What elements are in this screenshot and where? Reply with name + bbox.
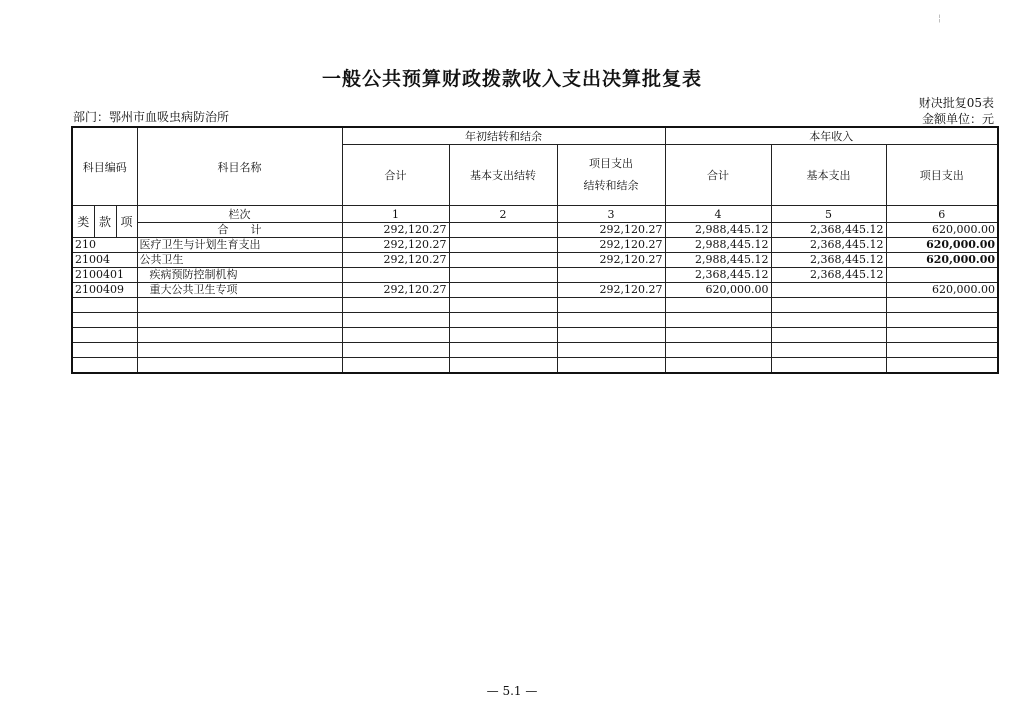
row-code: 210 <box>72 238 137 253</box>
cell-c3 <box>557 268 665 283</box>
empty-row <box>72 298 998 313</box>
cell-c6: 620,000.00 <box>886 238 998 253</box>
form-info <box>919 95 994 127</box>
annual-income-header: 本年收入 <box>665 127 998 145</box>
project-expense-header: 项目支出 <box>886 145 998 206</box>
col-num-2: 2 <box>449 206 557 223</box>
cell-c4: 2,988,445.12 <box>665 253 771 268</box>
income-total-header: 合计 <box>665 145 771 206</box>
cell-c4: 2,368,445.12 <box>665 268 771 283</box>
row-code: 2100401 <box>72 268 137 283</box>
empty-row <box>72 343 998 358</box>
amount-unit: 金额单位：元 <box>921 112 994 126</box>
col-num-4: 4 <box>665 206 771 223</box>
department-label: 部门：鄂州市血吸虫病防治所 <box>73 110 230 124</box>
cell-c4: 2,988,445.12 <box>665 238 771 253</box>
cell-c4: 2,988,445.12 <box>665 223 771 238</box>
cell-c6: 620,000.00 <box>886 253 998 268</box>
cell-c1: 292,120.27 <box>342 283 449 298</box>
xiang-header: 项 <box>116 206 137 238</box>
cell-c2 <box>449 253 557 268</box>
cell-c5: 2,368,445.12 <box>771 268 886 283</box>
col-num-1: 1 <box>342 206 449 223</box>
empty-row <box>72 328 998 343</box>
cell-c3: 292,120.27 <box>557 223 665 238</box>
cell-c2 <box>449 268 557 283</box>
empty-row <box>72 313 998 328</box>
subject-name-header: 科目名称 <box>137 127 342 206</box>
row-name: 疾病预防控制机构 <box>137 268 342 283</box>
lei-header: 类 <box>72 206 94 238</box>
page-title: 一般公共预算财政拨款收入支出决算批复表 <box>321 68 702 90</box>
subject-code-header: 科目编码 <box>72 127 137 206</box>
cell-c5 <box>771 283 886 298</box>
table-row <box>72 283 998 298</box>
cell-c3: 292,120.27 <box>557 253 665 268</box>
row-name: 医疗卫生与计划生育支出 <box>137 238 342 253</box>
cell-c1: 292,120.27 <box>342 223 449 238</box>
table-row <box>72 268 998 283</box>
cell-c1: 292,120.27 <box>342 238 449 253</box>
budget-table <box>71 126 999 374</box>
cell-c3: 292,120.27 <box>557 283 665 298</box>
cell-c3: 292,120.27 <box>557 238 665 253</box>
beginning-balance-header: 年初结转和结余 <box>342 127 665 145</box>
row-code: 2100409 <box>72 283 137 298</box>
cell-c2 <box>449 223 557 238</box>
cell-c6: 620,000.00 <box>886 223 998 238</box>
table-row <box>72 238 998 253</box>
cell-c5: 2,368,445.12 <box>771 223 886 238</box>
cell-c1 <box>342 268 449 283</box>
project-carry-line1: 项目支出 <box>589 157 633 170</box>
project-carry-header <box>557 145 665 206</box>
cell-c6 <box>886 268 998 283</box>
corner-mark: ¦ <box>938 14 942 24</box>
col-index-label: 栏次 <box>137 206 342 223</box>
kuan-header: 款 <box>94 206 116 238</box>
cell-c5: 2,368,445.12 <box>771 238 886 253</box>
row-name: 公共卫生 <box>137 253 342 268</box>
row-code: 21004 <box>72 253 137 268</box>
page-number: — 5.1 — <box>486 684 538 698</box>
table-row-total <box>72 223 998 238</box>
col-num-3: 3 <box>557 206 665 223</box>
table-row <box>72 253 998 268</box>
cell-c5: 2,368,445.12 <box>771 253 886 268</box>
cell-c6: 620,000.00 <box>886 283 998 298</box>
project-carry-line2: 结转和结余 <box>583 179 639 192</box>
cell-c2 <box>449 283 557 298</box>
col-num-6: 6 <box>886 206 998 223</box>
cell-c2 <box>449 238 557 253</box>
basic-expense-header: 基本支出 <box>771 145 886 206</box>
empty-row <box>72 358 998 374</box>
cell-c4: 620,000.00 <box>665 283 771 298</box>
index-row <box>72 206 998 223</box>
form-number: 财决批复05表 <box>918 96 994 110</box>
row-name: 合 计 <box>137 223 342 238</box>
cell-c1: 292,120.27 <box>342 253 449 268</box>
col-num-5: 5 <box>771 206 886 223</box>
total-header: 合计 <box>342 145 449 206</box>
row-name: 重大公共卫生专项 <box>137 283 342 298</box>
basic-carry-header: 基本支出结转 <box>449 145 557 206</box>
header-row-1 <box>72 127 998 145</box>
